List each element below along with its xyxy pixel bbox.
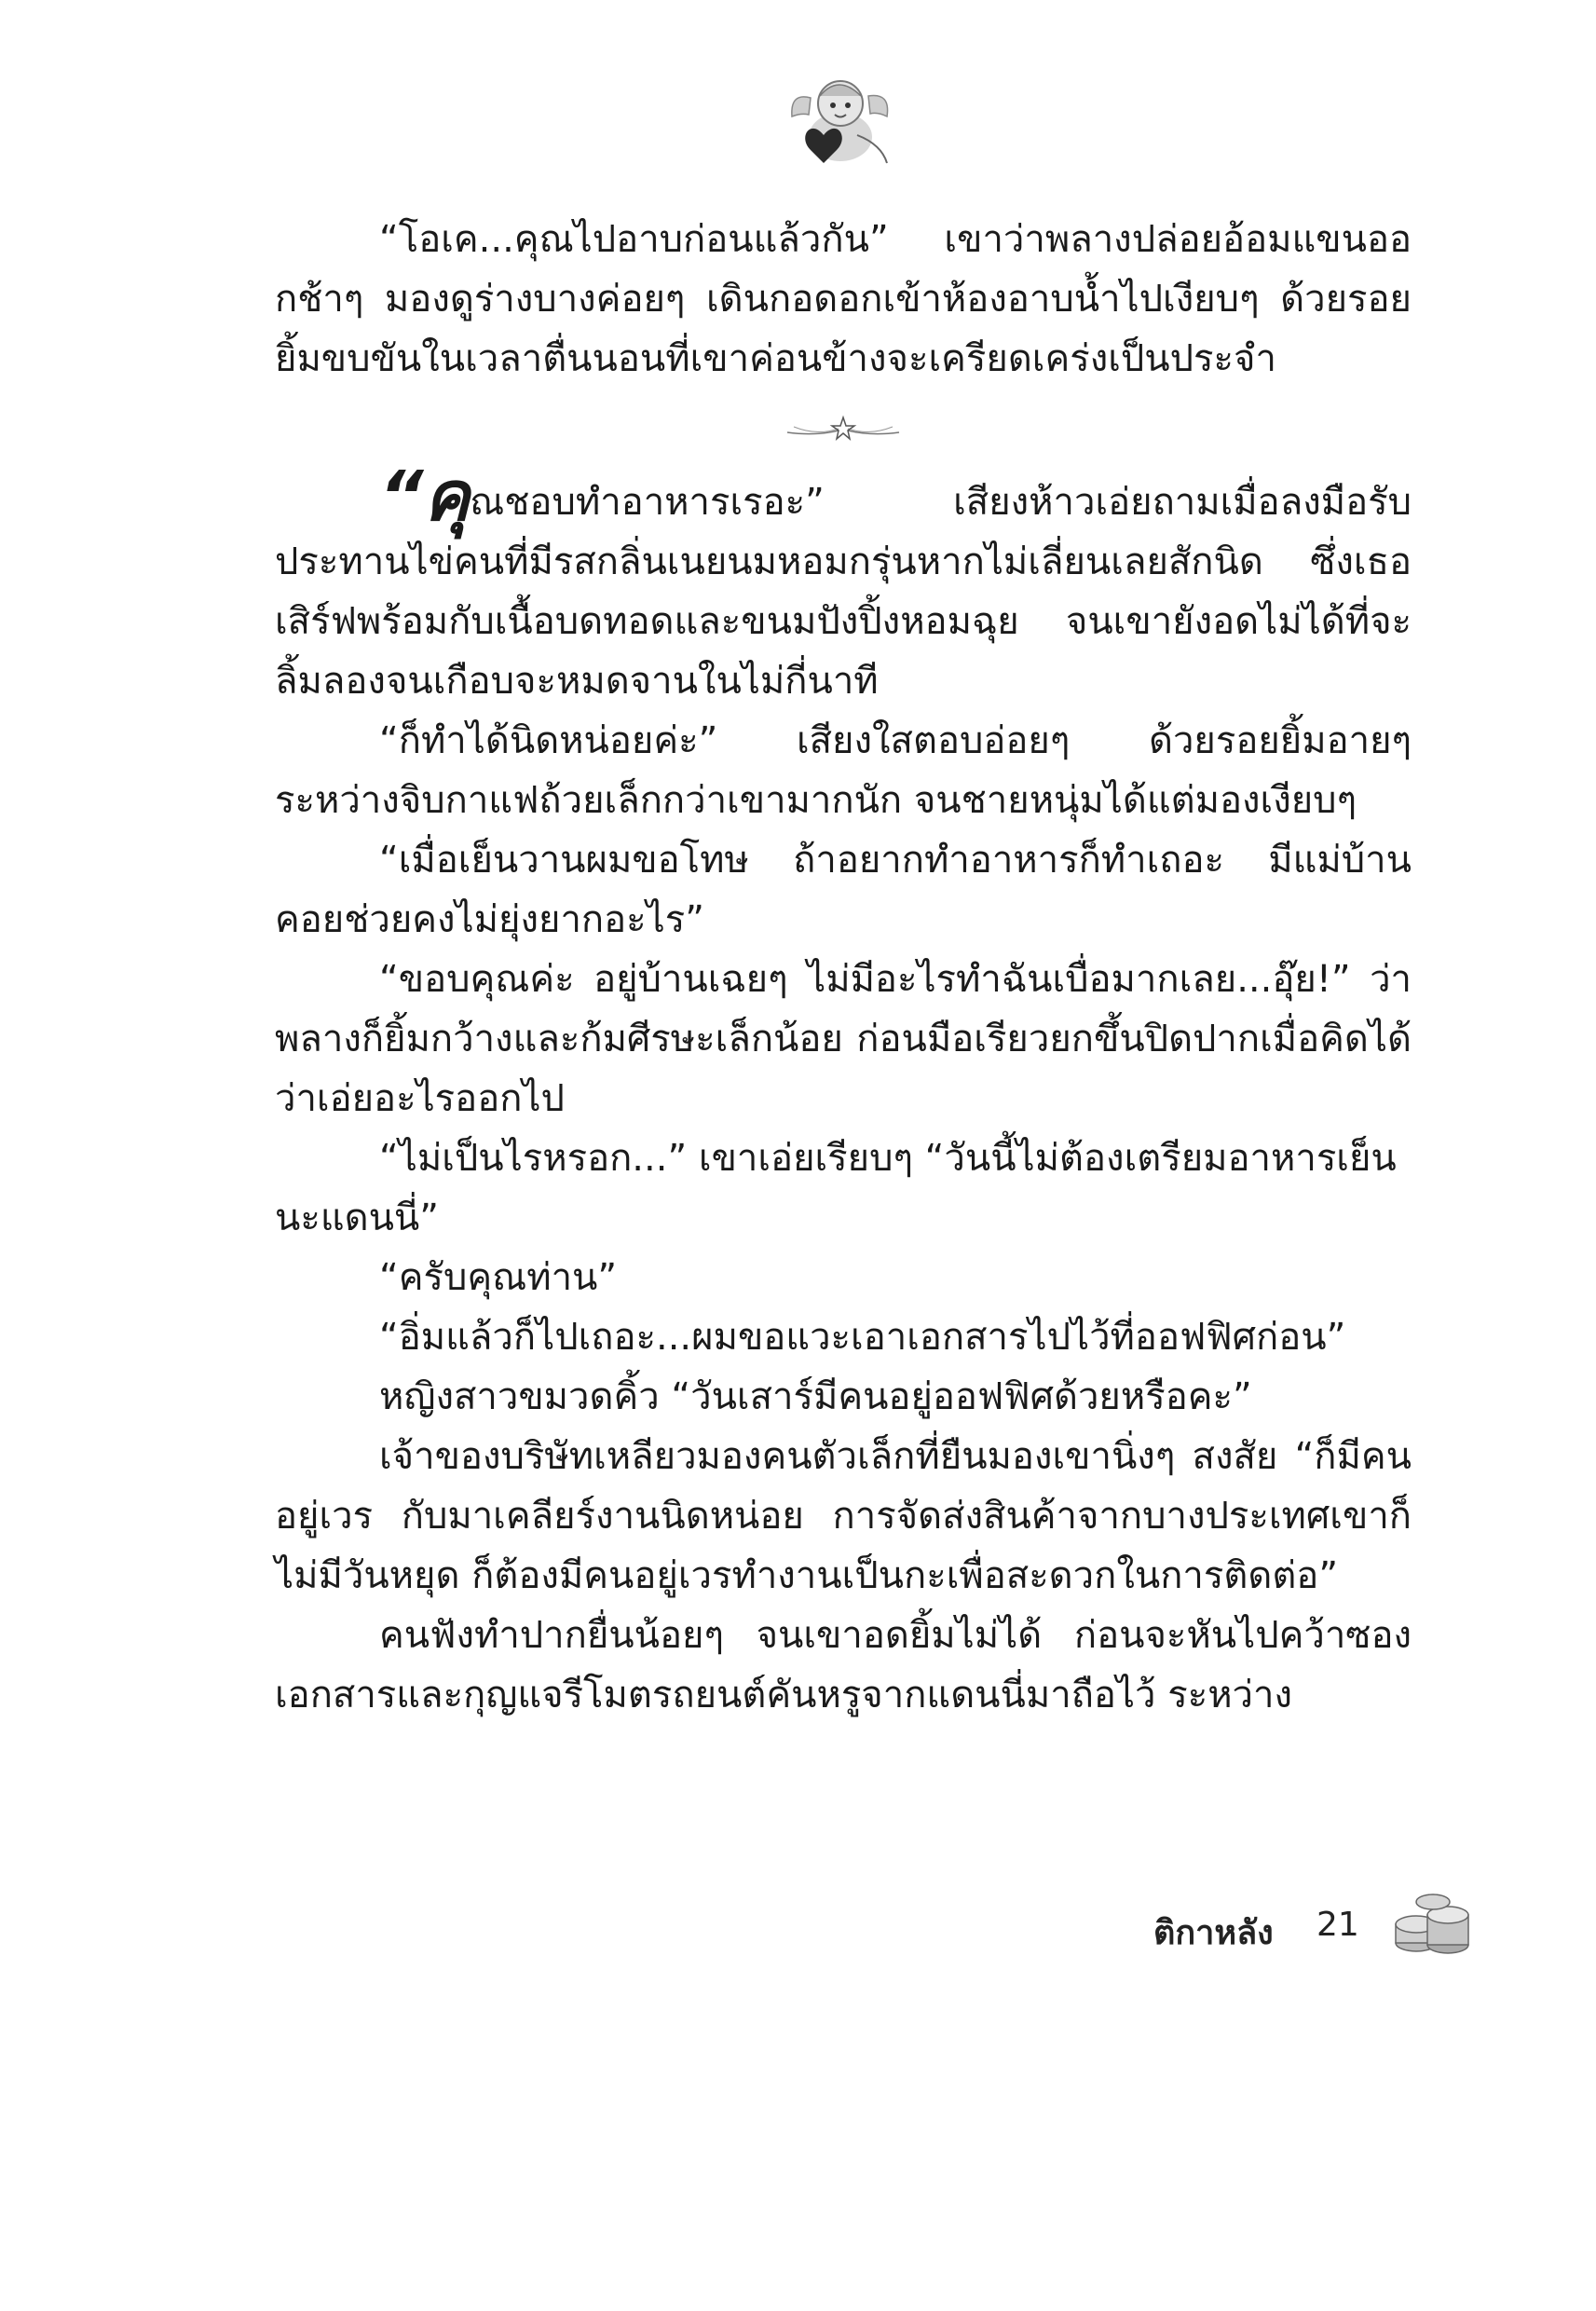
paragraph: “ไม่เป็นไรหรอก...” เขาเอ่ยเรียบๆ “วันนี้ไม่ต้องเตรียมอาหารเย็นนะแดนนี่” xyxy=(275,1137,1397,1239)
page-number: 21 xyxy=(1316,1906,1359,1944)
paragraph: “ครับคุณท่าน” xyxy=(379,1256,618,1299)
paragraph: “โอเค...คุณไปอาบก่อนแล้วกัน” เขาว่าพลางปล่อยอ้อมแขนออกช้าๆ มองดูร่างบางค่อยๆ เดินกอดอกเข้าห้องอาบน้ำไปเงียบๆ ด้วยรอยยิ้มขบขันในเวลาตื่นนอนที่เขาค่อนข้างจะเครียดเคร่งเป็นประจำ xyxy=(275,218,1412,380)
paragraph-text: ณชอบทำอาหารเรอะ” เสียงห้าวเอ่ยถามเมื่อลงมือรับประทานไข่คนที่มีรสกลิ่นเนยนมหอมกรุ่นหากไม่เลี่ยนเลยสักนิด ซึ่งเธอเสิร์ฟพร้อมกับเนื้อบดทอดและขนมปังปิ้งหอมฉุย จนเขายังอดไม่ได้ที่จะลิ้มลองจนเกือบจะหมดจานในไม่กี่นาที xyxy=(275,481,1412,703)
story-section xyxy=(275,457,1412,1725)
section-divider xyxy=(275,398,1412,463)
paragraph: เจ้าของบริษัทเหลียวมองคนตัวเล็กที่ยืนมองเขานิ่งๆ สงสัย “ก็มีคนอยู่เวร กับมาเคลียร์งานนิดหน่อย การจัดส่งสินค้าจากบางประเทศเขาก็ไม่มีวันหยุด ก็ต้องมีคนอยู่เวรทำงานเป็นกะเพื่อสะดวกในการติดต่อ” xyxy=(275,1435,1412,1597)
paragraph: “เมื่อเย็นวานผมขอโทษ ถ้าอยากทำอาหารก็ทำเถอะ มีแม่บ้านคอยช่วยคงไม่ยุ่งยากอะไร” xyxy=(275,839,1412,941)
coins-ornament-icon xyxy=(1388,1887,1477,1962)
running-footer-title: ติกาหลัง xyxy=(1153,1914,1274,1952)
paragraph xyxy=(275,457,1412,711)
paragraph: หญิงสาวขมวดคิ้ว “วันเสาร์มีคนอยู่ออฟฟิศด้วยหรือคะ” xyxy=(379,1375,1252,1418)
paragraph: คนฟังทำปากยื่นน้อยๆ จนเขาอดยิ้มไม่ได้ ก่อนจะหันไปคว้าซองเอกสารและกุญแจรีโมตรถยนต์คันหรูจากแดนนี่มาถือไว้ ระหว่าง xyxy=(275,1614,1412,1716)
paragraph: “อิ่มแล้วก็ไปเถอะ...ผมขอแวะเอาเอกสารไปไว้ที่ออฟฟิศก่อน” xyxy=(379,1316,1346,1359)
star-ornament-icon xyxy=(783,412,904,449)
paragraph: “ก็ทำได้นิดหน่อยค่ะ” เสียงใสตอบอ่อยๆ ด้วยรอยยิ้มอายๆ ระหว่างจิบกาแฟถ้วยเล็กกว่าเขามากนัก จนชายหนุ่มได้แต่มองเงียบๆ xyxy=(275,719,1412,822)
body-text xyxy=(275,210,1412,1725)
paragraph: “ขอบคุณค่ะ อยู่บ้านเฉยๆ ไม่มีอะไรทำฉันเบื่อมากเลย...อุ๊ย!” ว่าพลางก็ยิ้มกว้างและก้มศีรษะเล็กน้อย ก่อนมือเรียวยกขึ้นปิดปากเมื่อคิดได้ว่าเอ่ยอะไรออกไป xyxy=(275,958,1412,1120)
cupid-heart-illustration xyxy=(783,70,894,172)
drop-cap: “คุ xyxy=(379,457,471,537)
